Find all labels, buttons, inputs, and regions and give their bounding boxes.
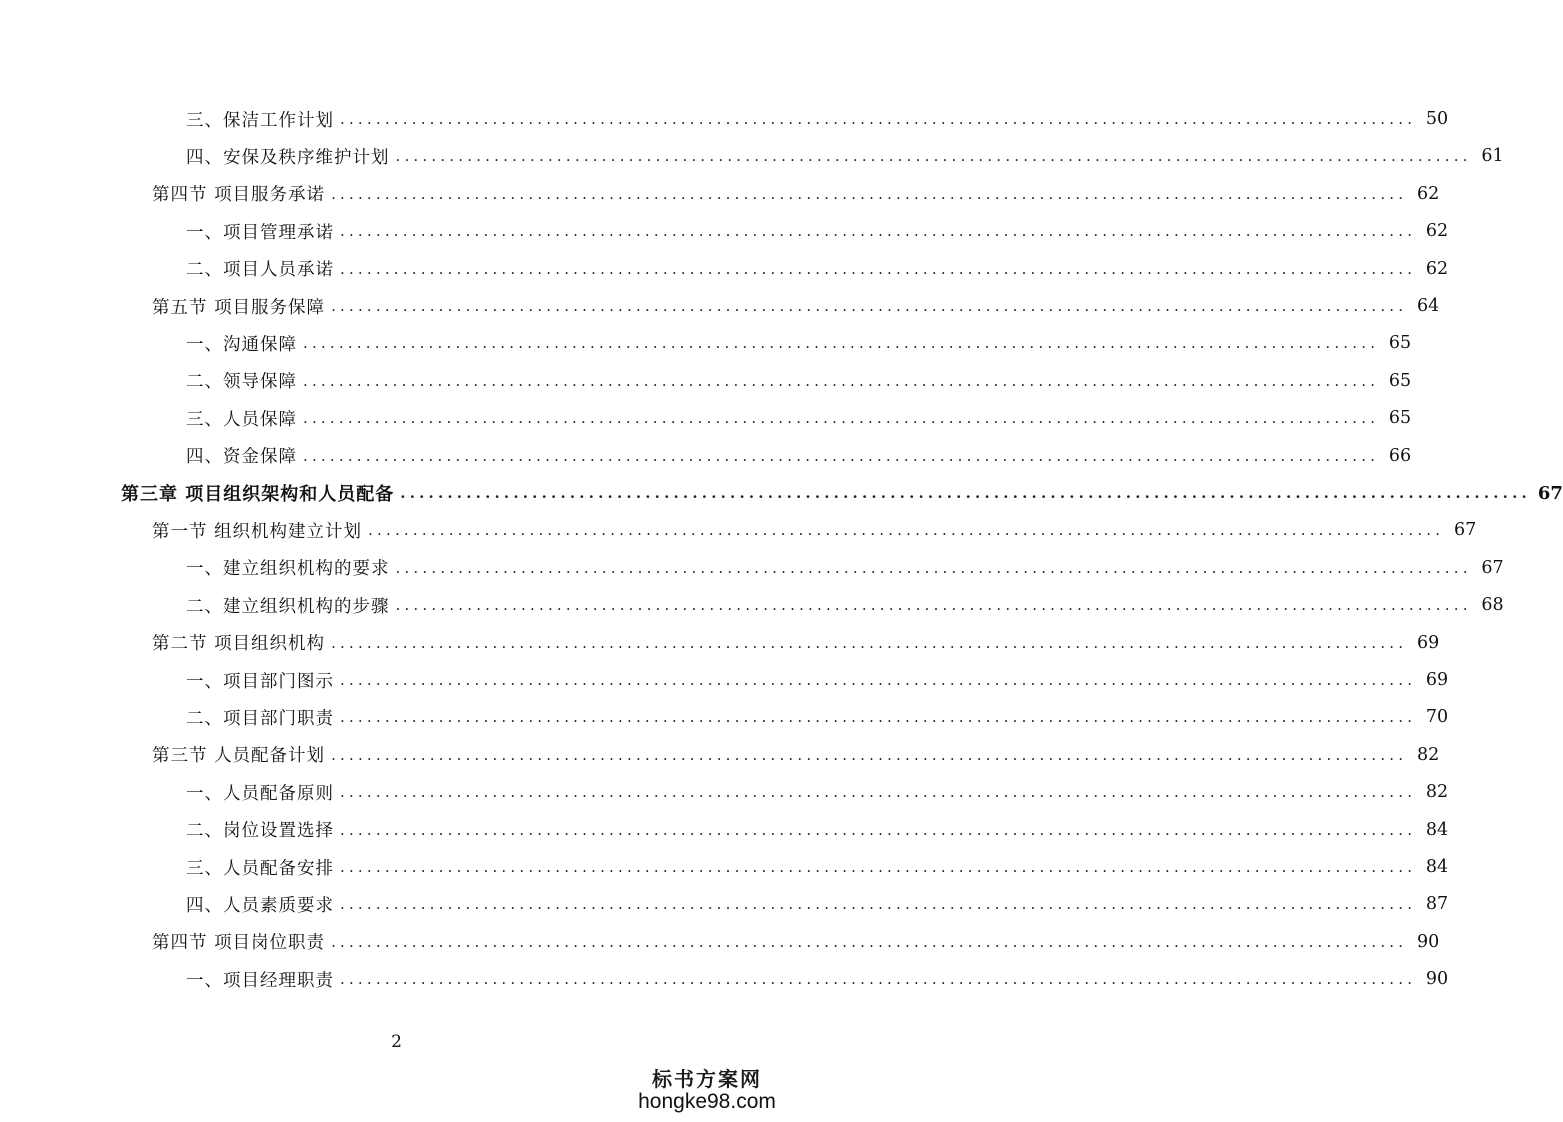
toc-dot-leader: ........................................................................................................................ bbox=[331, 633, 1408, 652]
toc-dot-leader: ........................................................................................................................ bbox=[395, 596, 1472, 615]
toc-entry bbox=[152, 740, 1440, 770]
toc-entry-page: 67 bbox=[1481, 557, 1504, 578]
toc-entry-page: 65 bbox=[1388, 408, 1412, 429]
toc-entry bbox=[186, 964, 1449, 994]
toc-dot-leader: ........................................................................................................................ bbox=[303, 446, 1380, 465]
toc-entry bbox=[186, 216, 1449, 246]
toc-entry bbox=[186, 403, 1412, 433]
toc-entry-page: 64 bbox=[1416, 296, 1440, 316]
toc-entry-title: 第四节 项目服务承诺 bbox=[152, 185, 326, 206]
toc-entry-page: 67 bbox=[1537, 482, 1563, 504]
toc-dot-leader: ........................................................................................................................ bbox=[340, 858, 1417, 876]
toc-entry bbox=[152, 179, 1440, 209]
toc-entry bbox=[186, 441, 1412, 471]
toc-entry-title: 一、人员配备原则 bbox=[186, 783, 334, 804]
toc-entry bbox=[121, 478, 1563, 508]
toc-entry-title: 第一节 组织机构建立计划 bbox=[152, 521, 363, 542]
toc-entry-page: 87 bbox=[1425, 894, 1449, 915]
toc-entry-page: 68 bbox=[1481, 595, 1504, 616]
toc-entry-page: 84 bbox=[1425, 819, 1449, 840]
toc-entry-page: 62 bbox=[1416, 183, 1440, 204]
watermark-url: hongke98.com bbox=[638, 1090, 776, 1113]
toc-dot-leader: ........................................................................................................................ bbox=[395, 558, 1472, 577]
site-watermark bbox=[637, 1063, 777, 1114]
toc-dot-leader: ........................................................................................................................ bbox=[395, 147, 1472, 166]
toc-entry bbox=[152, 291, 1440, 321]
toc-entry bbox=[186, 702, 1449, 732]
toc-entry-title: 二、领导保障 bbox=[186, 372, 297, 393]
toc-entry-title: 二、项目人员承诺 bbox=[186, 260, 334, 281]
toc-entry-page: 69 bbox=[1416, 632, 1440, 653]
toc-entry bbox=[186, 889, 1449, 919]
toc-entry bbox=[186, 553, 1504, 583]
toc-entry bbox=[152, 927, 1440, 957]
toc-entry-page: 69 bbox=[1425, 670, 1449, 690]
toc-entry-title: 三、保洁工作计划 bbox=[186, 110, 334, 131]
toc-entry-title: 二、岗位设置选择 bbox=[186, 821, 334, 842]
toc-dot-leader: ........................................................................................................................ bbox=[340, 970, 1417, 989]
watermark-site-name: 标书方案网 bbox=[652, 1067, 762, 1091]
toc-entry bbox=[186, 254, 1449, 284]
toc-entry-title: 一、项目管理承诺 bbox=[186, 222, 334, 243]
toc-entry bbox=[186, 815, 1449, 845]
toc-entry-title: 二、项目部门职责 bbox=[186, 708, 334, 729]
toc-entry-page: 82 bbox=[1416, 744, 1440, 765]
toc-dot-leader: ........................................................................................................................ bbox=[303, 334, 1380, 353]
toc-entry bbox=[186, 777, 1449, 807]
toc-entry-title: 三、人员配备安排 bbox=[186, 858, 334, 879]
toc-entry-page: 84 bbox=[1425, 857, 1449, 877]
toc-entry-page: 65 bbox=[1388, 333, 1412, 354]
toc-dot-leader: ........................................................................................................................ bbox=[340, 895, 1417, 914]
toc-entry-title: 四、安保及秩序维护计划 bbox=[186, 147, 390, 168]
toc-entry-page: 61 bbox=[1481, 146, 1504, 167]
toc-entry-page: 62 bbox=[1425, 258, 1449, 279]
toc-entry-page: 66 bbox=[1388, 445, 1412, 466]
toc-entry-title: 四、资金保障 bbox=[186, 447, 297, 468]
toc-entry-page: 50 bbox=[1425, 109, 1449, 129]
toc-dot-leader: ........................................................................................................................ bbox=[331, 297, 1408, 315]
toc-dot-leader: ........................................................................................................................ bbox=[340, 708, 1417, 727]
toc-entry bbox=[152, 515, 1477, 545]
toc-dot-leader: ........................................................................................................................ bbox=[340, 110, 1417, 128]
toc-dot-leader: ........................................................................................................................ bbox=[400, 484, 1531, 502]
toc-entry-page: 62 bbox=[1425, 221, 1449, 242]
toc-entry-title: 二、建立组织机构的步骤 bbox=[186, 596, 390, 617]
toc-entry-page: 70 bbox=[1425, 707, 1449, 728]
toc-entry-title: 第二节 项目组织机构 bbox=[152, 634, 326, 655]
toc-entry-title: 第三节 人员配备计划 bbox=[152, 746, 326, 767]
toc-entry-page: 67 bbox=[1453, 520, 1477, 541]
toc-dot-leader: ........................................................................................................................ bbox=[303, 409, 1380, 428]
toc-dot-leader: ........................................................................................................................ bbox=[368, 521, 1445, 540]
toc-entry-title: 三、人员保障 bbox=[186, 409, 297, 430]
toc-entry bbox=[186, 141, 1504, 171]
toc-entry-title: 一、项目部门图示 bbox=[186, 671, 334, 692]
toc-entry-title: 一、项目经理职责 bbox=[186, 970, 334, 991]
toc-dot-leader: ........................................................................................................................ bbox=[340, 259, 1417, 278]
toc-dot-leader: ........................................................................................................................ bbox=[340, 671, 1417, 689]
toc-entry-title: 一、沟通保障 bbox=[186, 334, 297, 355]
toc-entry-page: 65 bbox=[1388, 370, 1412, 391]
toc-dot-leader: ........................................................................................................................ bbox=[340, 783, 1417, 802]
toc-dot-leader: ........................................................................................................................ bbox=[303, 371, 1380, 390]
toc-entry-page: 82 bbox=[1425, 782, 1449, 803]
toc-dot-leader: ........................................................................................................................ bbox=[340, 222, 1417, 241]
toc-entry-title: 一、建立组织机构的要求 bbox=[186, 559, 390, 580]
toc-entry-title: 第五节 项目服务保障 bbox=[152, 297, 326, 318]
toc-entry bbox=[186, 590, 1504, 620]
toc-entry bbox=[186, 366, 1412, 396]
toc-entry-page: 90 bbox=[1416, 931, 1440, 952]
toc-dot-leader: ........................................................................................................................ bbox=[331, 745, 1408, 764]
toc-dot-leader: ........................................................................................................................ bbox=[331, 932, 1408, 951]
toc-dot-leader: ........................................................................................................................ bbox=[340, 820, 1417, 839]
toc-entry bbox=[186, 104, 1449, 134]
toc-dot-leader: ........................................................................................................................ bbox=[331, 184, 1408, 203]
toc-entry bbox=[186, 328, 1412, 358]
toc-entry-page: 90 bbox=[1425, 969, 1449, 990]
toc-entry-title: 第四节 项目岗位职责 bbox=[152, 933, 326, 954]
page-number: 2 bbox=[391, 1032, 402, 1052]
toc-entry bbox=[186, 852, 1449, 882]
toc-entry bbox=[152, 628, 1440, 658]
toc-entry-title: 第三章 项目组织架构和人员配备 bbox=[121, 484, 395, 505]
toc-entry-title: 四、人员素质要求 bbox=[186, 895, 334, 916]
toc-entry bbox=[186, 665, 1449, 695]
